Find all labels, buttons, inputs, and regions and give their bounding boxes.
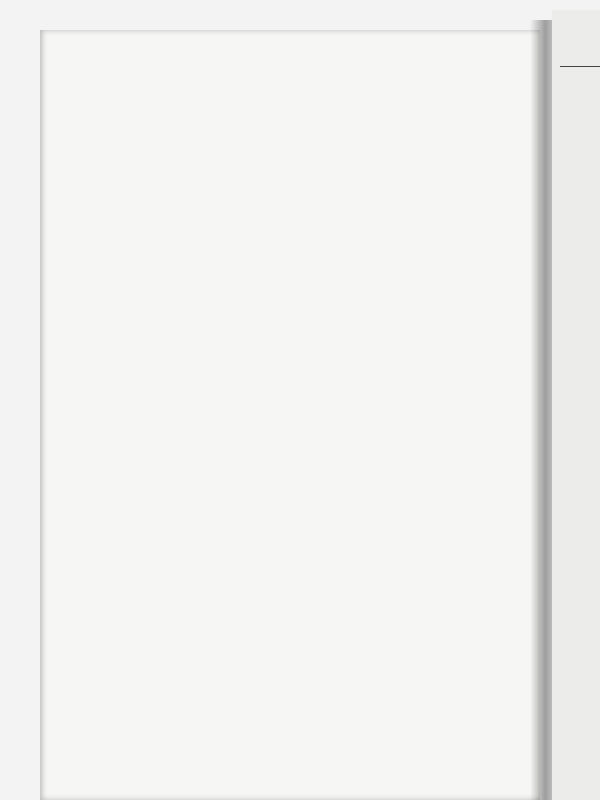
table-of-contents [90,180,520,210]
right-page-rule [560,66,600,67]
left-page [40,30,540,800]
toc-intro[interactable] [90,180,520,196]
right-page [552,10,600,800]
